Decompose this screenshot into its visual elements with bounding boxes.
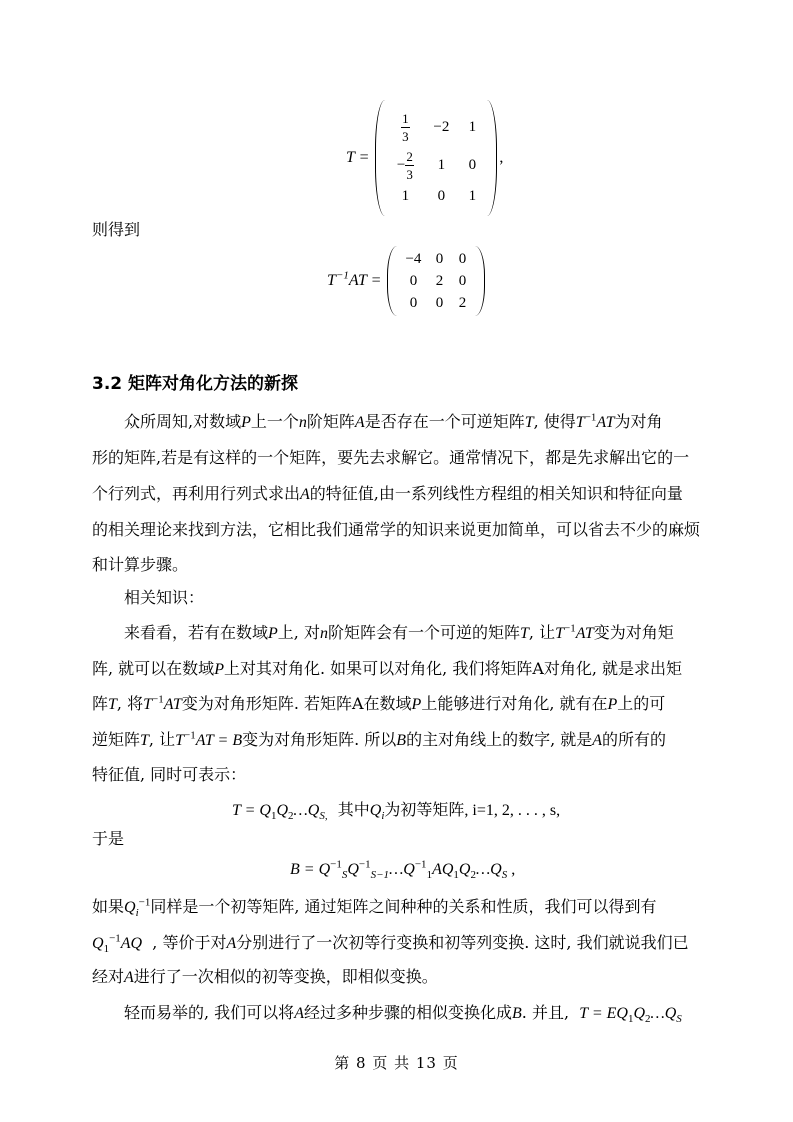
then-get-text: 则得到 <box>92 220 141 239</box>
matrix-t-r3c1: 1 <box>401 187 410 204</box>
matrix-tat-r1c2: 0 <box>435 250 444 267</box>
para2-line4: 逆矩阵T, 让$T^{-1}AT = B$变为对角形矩阵. 所以B的主对角线上的数字, 就是A的所有的 <box>92 729 667 749</box>
therefore-text: 于是 <box>92 829 125 848</box>
matrix-t-r3c2: 0 <box>437 187 446 204</box>
matrix-tat-r3c1: 0 <box>409 294 418 311</box>
matrix-tat-equation <box>327 246 485 316</box>
matrix-tat-r2c3: 0 <box>458 272 467 289</box>
right-paren <box>487 100 497 216</box>
para4-line1: 轻而易举的, 我们可以将A经过多种步骤的相似变换化成B. 并且, $T = EQ_1Q_2\dots Q_S$ <box>124 1003 682 1026</box>
related-knowledge: 相关知识： <box>124 588 205 607</box>
matrix-tat-r1c1: −4 <box>405 250 422 267</box>
matrix-tat-grid <box>397 246 475 316</box>
para1-line2: 形的矩阵,若是有这样的一个矩阵，要先去求解它。通常情况下，都是先求解出它的一 <box>92 448 690 467</box>
equation-b: $B = Q^{-1}_SQ^{-1}_{S-1}\dots Q^{-1}_1AQ_1Q_2\dots Q_S$ , <box>290 858 516 882</box>
para1-line5: 和计算步骤。 <box>92 555 189 574</box>
para1-line1: 众所周知,对数域P上一个n阶矩阵A是否存在一个可逆矩阵T, 使得$T^{-1}AT$为对角 <box>124 411 663 431</box>
matrix-t-trailing-comma: , <box>499 149 504 166</box>
matrix-t-grid <box>385 104 487 212</box>
para1-line4: 的相关理论来找到方法，它相比我们通常学的知识来说更加简单，可以省去不少的麻烦 <box>92 520 701 539</box>
equation-t-product: $T = Q_1Q_2\dots Q_{S,}$ 其中$Q_i$为初等矩阵, i=1, 2, . . . , s, <box>232 800 561 823</box>
matrix-t-r2c1: − $\frac{2}{3}$ <box>396 148 413 182</box>
para2-line1: 来看看，若有在数域P上, 对n阶矩阵会有一个可逆的矩阵T, 让$T^{-1}AT$变为对角矩 <box>124 622 674 642</box>
para2-line3: 阵T, 将$T^{-1}AT$变为对角形矩阵. 若矩阵A在数域P上能够进行对角化, 就有在P上的可 <box>92 693 666 713</box>
matrix-tat-r1c3: 0 <box>458 250 467 267</box>
matrix-t-equation <box>346 100 503 216</box>
matrix-tat-r2c2: 2 <box>435 272 444 289</box>
matrix-tat-r2c1: 0 <box>409 272 418 289</box>
matrix-t-r1c2: −2 <box>433 118 450 135</box>
left-paren <box>387 246 397 316</box>
page-footer: 第 8 页 共 13 页 <box>334 1054 459 1072</box>
matrix-tat-lhs: $T^{-1}AT$ = <box>327 269 382 289</box>
para2-line2: 阵, 就可以在数域P上对其对角化. 如果可以对角化, 我们将矩阵A对角化, 就是求出矩 <box>92 659 683 678</box>
para1-line3: 个行列式，再利用行列式求出A的特征值,由一系列线性方程组的相关知识和特征向量 <box>92 484 683 503</box>
matrix-t-r3c3: 1 <box>468 187 477 204</box>
matrix-t <box>375 100 497 216</box>
left-paren <box>375 100 385 216</box>
matrix-tat-r3c3: 2 <box>458 294 467 311</box>
section-heading: 3.2 矩阵对角化方法的新探 <box>92 374 299 394</box>
matrix-tat-r3c2: 0 <box>435 294 444 311</box>
right-paren <box>475 246 485 316</box>
matrix-tat <box>387 246 485 316</box>
matrix-t-r2c2: 1 <box>437 156 446 173</box>
matrix-t-r1c1: $\frac{1}{3}$ <box>402 110 409 144</box>
para3-line1: 如果$Q_i^{-1}$同样是一个初等矩阵, 通过矩阵之间种种的关系和性质，我们可以得到有 <box>92 896 657 920</box>
para3-line3: 经对A进行了一次相似的初等变换，即相似变换。 <box>92 967 438 986</box>
matrix-t-r2c3: 0 <box>468 156 477 173</box>
para3-line2: $Q_1^{-1}AQ$ , 等价于对A分别进行了一次初等行变换和初等列变换. 这时, 我们就说我们已 <box>92 932 689 956</box>
matrix-t-lhs: T = <box>346 149 370 166</box>
matrix-t-r1c3: 1 <box>468 118 477 135</box>
para2-line5: 特征值, 同时可表示： <box>92 765 247 784</box>
